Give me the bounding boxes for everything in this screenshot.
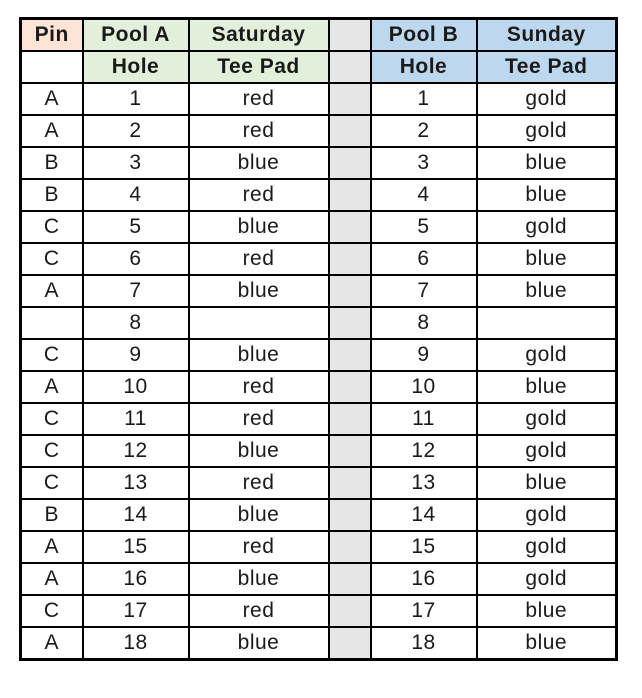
hole-b-cell: 3: [371, 147, 477, 179]
tee-pad-saturday-cell: red: [189, 115, 329, 147]
pin-cell: C: [21, 243, 83, 275]
tee-pad-saturday-cell: blue: [189, 627, 329, 660]
tee-pad-saturday-cell: [189, 307, 329, 339]
sunday-header: Sunday: [477, 19, 617, 52]
spacer-cell: [329, 467, 371, 499]
tee-pad-saturday-cell: blue: [189, 339, 329, 371]
spacer-cell: [329, 19, 371, 52]
pin-cell: C: [21, 211, 83, 243]
tee-pad-sunday-cell: blue: [477, 179, 617, 211]
tee-pad-sunday-cell: blue: [477, 467, 617, 499]
spacer-cell: [329, 371, 371, 403]
tee-pad-saturday-cell: blue: [189, 211, 329, 243]
pin-cell: C: [21, 435, 83, 467]
hole-b-cell: 7: [371, 275, 477, 307]
spacer-cell: [329, 115, 371, 147]
pin-cell: B: [21, 499, 83, 531]
spacer-cell: [329, 339, 371, 371]
tee-pad-sunday-cell: blue: [477, 371, 617, 403]
hole-a-cell: 14: [83, 499, 189, 531]
hole-b-cell: 14: [371, 499, 477, 531]
hole-a-cell: 2: [83, 115, 189, 147]
tee-pad-sunday-cell: gold: [477, 403, 617, 435]
spacer-cell: [329, 83, 371, 115]
table-row: [21, 147, 617, 179]
table-row: [21, 435, 617, 467]
spacer-cell: [329, 147, 371, 179]
hole-b-cell: 5: [371, 211, 477, 243]
tee-pad-sunday-cell: gold: [477, 211, 617, 243]
spacer-cell: [329, 51, 371, 83]
hole-a-cell: 1: [83, 83, 189, 115]
tee-pad-sunday-cell: [477, 307, 617, 339]
tee-pad-sunday-cell: gold: [477, 499, 617, 531]
tee-pad-saturday-cell: blue: [189, 147, 329, 179]
tee-pad-sunday-header: Tee Pad: [477, 51, 617, 83]
pin-cell: A: [21, 627, 83, 660]
table-row: [21, 339, 617, 371]
hole-a-cell: 5: [83, 211, 189, 243]
hole-a-cell: 13: [83, 467, 189, 499]
table-row: [21, 467, 617, 499]
pin-cell: C: [21, 467, 83, 499]
hole-b-cell: 12: [371, 435, 477, 467]
table-row: [21, 595, 617, 627]
pin-header: Pin: [21, 19, 83, 52]
pin-cell: C: [21, 595, 83, 627]
spacer-cell: [329, 275, 371, 307]
tee-pad-sunday-cell: blue: [477, 147, 617, 179]
hole-b-cell: 9: [371, 339, 477, 371]
hole-a-cell: 12: [83, 435, 189, 467]
spacer-cell: [329, 563, 371, 595]
hole-b-cell: 10: [371, 371, 477, 403]
spacer-cell: [329, 531, 371, 563]
hole-a-cell: 4: [83, 179, 189, 211]
tee-pad-saturday-cell: red: [189, 595, 329, 627]
pin-cell: A: [21, 275, 83, 307]
hole-a-cell: 9: [83, 339, 189, 371]
pin-cell: C: [21, 403, 83, 435]
hole-b-cell: 11: [371, 403, 477, 435]
table-row: [21, 531, 617, 563]
pool-b-header: Pool B: [371, 19, 477, 52]
hole-b-cell: 16: [371, 563, 477, 595]
tee-pad-saturday-cell: blue: [189, 499, 329, 531]
spacer-cell: [329, 243, 371, 275]
table-row: [21, 115, 617, 147]
tee-pad-sunday-cell: gold: [477, 115, 617, 147]
tee-pad-saturday-header: Tee Pad: [189, 51, 329, 83]
table-row: [21, 179, 617, 211]
pin-cell: A: [21, 371, 83, 403]
tee-pad-sunday-cell: gold: [477, 563, 617, 595]
table-row: [21, 211, 617, 243]
hole-b-cell: 1: [371, 83, 477, 115]
hole-a-cell: 18: [83, 627, 189, 660]
tee-pad-sunday-cell: blue: [477, 595, 617, 627]
tee-pad-saturday-cell: red: [189, 243, 329, 275]
pin-cell: C: [21, 339, 83, 371]
tee-pad-sunday-cell: blue: [477, 627, 617, 660]
hole-b-header: Hole: [371, 51, 477, 83]
hole-b-cell: 2: [371, 115, 477, 147]
hole-b-cell: 6: [371, 243, 477, 275]
pin-cell: [21, 307, 83, 339]
hole-a-cell: 17: [83, 595, 189, 627]
tee-pad-sunday-cell: blue: [477, 275, 617, 307]
table-row: [21, 403, 617, 435]
pool-a-header: Pool A: [83, 19, 189, 52]
pin-cell: A: [21, 531, 83, 563]
hole-a-header: Hole: [83, 51, 189, 83]
tee-pad-sunday-cell: blue: [477, 243, 617, 275]
table-row: [21, 371, 617, 403]
hole-a-cell: 15: [83, 531, 189, 563]
table-row: [21, 563, 617, 595]
table-row: [21, 243, 617, 275]
hole-a-cell: 16: [83, 563, 189, 595]
spacer-cell: [329, 499, 371, 531]
hole-b-cell: 4: [371, 179, 477, 211]
hole-b-cell: 15: [371, 531, 477, 563]
table-row: [21, 627, 617, 660]
spacer-cell: [329, 307, 371, 339]
tee-pad-saturday-cell: red: [189, 531, 329, 563]
spacer-cell: [329, 435, 371, 467]
pin-cell: A: [21, 115, 83, 147]
pin-cell: A: [21, 563, 83, 595]
table-row: [21, 275, 617, 307]
tee-pad-sunday-cell: gold: [477, 339, 617, 371]
tee-assignment-table: [19, 17, 618, 661]
spacer-cell: [329, 211, 371, 243]
hole-a-cell: 3: [83, 147, 189, 179]
tee-pad-saturday-cell: red: [189, 83, 329, 115]
pin-cell: B: [21, 179, 83, 211]
pin-cell: A: [21, 83, 83, 115]
hole-b-cell: 17: [371, 595, 477, 627]
tee-pad-saturday-cell: red: [189, 467, 329, 499]
spacer-cell: [329, 627, 371, 660]
hole-a-cell: 6: [83, 243, 189, 275]
hole-a-cell: 10: [83, 371, 189, 403]
tee-pad-sunday-cell: gold: [477, 83, 617, 115]
tee-pad-saturday-cell: red: [189, 371, 329, 403]
hole-b-cell: 13: [371, 467, 477, 499]
pin-subheader-empty: [21, 51, 83, 83]
tee-pad-saturday-cell: red: [189, 179, 329, 211]
tee-pad-saturday-cell: blue: [189, 275, 329, 307]
tee-pad-saturday-cell: blue: [189, 435, 329, 467]
tee-pad-sunday-cell: gold: [477, 435, 617, 467]
saturday-header: Saturday: [189, 19, 329, 52]
spacer-cell: [329, 403, 371, 435]
tee-pad-saturday-cell: red: [189, 403, 329, 435]
pin-cell: B: [21, 147, 83, 179]
table-row: [21, 307, 617, 339]
hole-a-cell: 8: [83, 307, 189, 339]
hole-b-cell: 18: [371, 627, 477, 660]
table-row: [21, 83, 617, 115]
spacer-cell: [329, 595, 371, 627]
tee-pad-saturday-cell: blue: [189, 563, 329, 595]
hole-b-cell: 8: [371, 307, 477, 339]
spacer-cell: [329, 179, 371, 211]
header-row-1: [21, 19, 617, 52]
hole-a-cell: 11: [83, 403, 189, 435]
hole-a-cell: 7: [83, 275, 189, 307]
table-row: [21, 499, 617, 531]
header-row-2: [21, 51, 617, 83]
tee-pad-sunday-cell: gold: [477, 531, 617, 563]
